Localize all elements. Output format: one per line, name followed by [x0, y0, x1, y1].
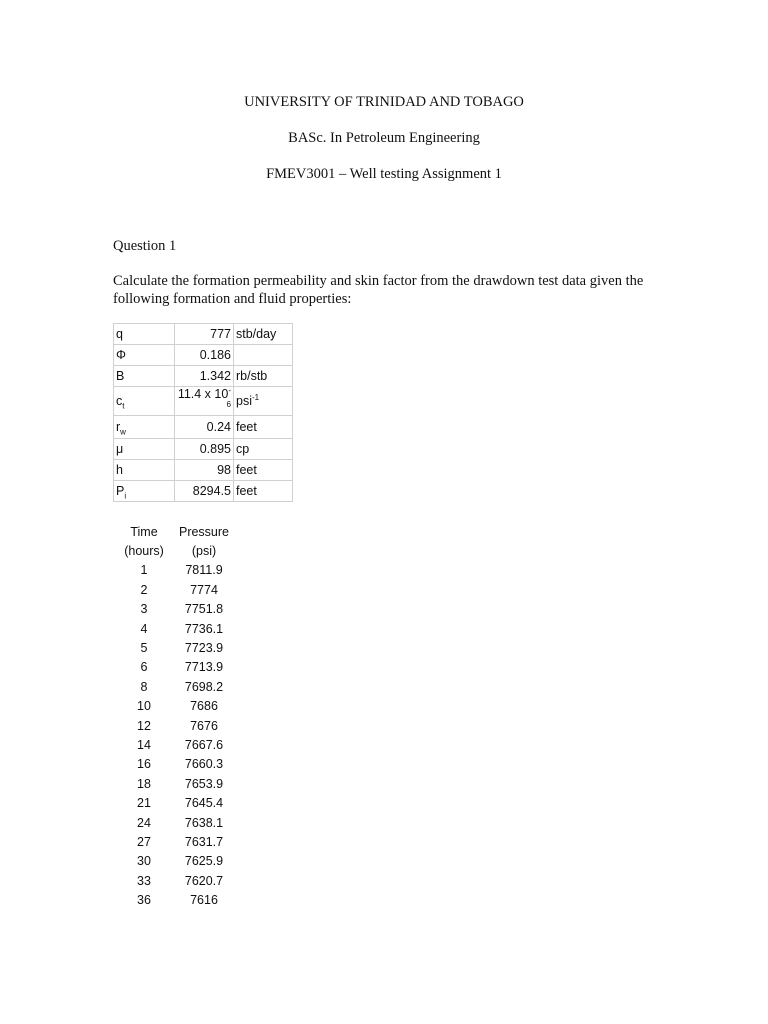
pressure-cell: 7686	[190, 699, 218, 714]
symbol-subscript: i	[124, 491, 127, 501]
pressure-unit-header: (psi)	[191, 544, 217, 559]
table-row	[118, 697, 238, 716]
property-value: 0.895	[175, 439, 234, 460]
table-row	[118, 716, 238, 735]
property-unit: feet	[234, 416, 293, 439]
pressure-cell: 7667.6	[184, 737, 224, 752]
time-cell: 16	[137, 757, 151, 772]
pressure-cell: 7638.1	[184, 815, 224, 830]
pressure-cell: 7811.9	[185, 563, 223, 578]
course-title: FMEV3001 – Well testing Assignment 1	[266, 166, 502, 182]
time-cell: 27	[137, 834, 151, 849]
time-cell: 4	[140, 621, 148, 636]
property-row-mu	[114, 439, 293, 460]
property-value	[175, 387, 234, 416]
table-row	[118, 793, 238, 812]
table-row	[118, 619, 238, 638]
pressure-cell: 7660.3	[184, 757, 224, 772]
pressure-cell: 7653.9	[184, 776, 224, 791]
property-row-b	[114, 366, 293, 387]
time-cell: 30	[137, 854, 151, 869]
drawdown-table	[118, 522, 238, 910]
value-exponent: -6	[226, 385, 231, 409]
time-cell: 2	[140, 582, 148, 597]
property-value: 777	[175, 324, 234, 345]
property-value: 0.24	[175, 416, 234, 439]
property-symbol	[114, 387, 175, 416]
property-symbol: μ	[114, 439, 175, 460]
pressure-cell: 7616	[190, 893, 218, 908]
table-row	[118, 580, 238, 599]
property-symbol: q	[114, 324, 175, 345]
property-row-phi	[114, 345, 293, 366]
table-row	[118, 600, 238, 619]
property-value: 0.186	[175, 345, 234, 366]
property-row-q	[114, 324, 293, 345]
symbol-subscript: t	[122, 401, 125, 411]
pressure-cell: 7736.1	[184, 621, 224, 636]
property-symbol: h	[114, 460, 175, 481]
pressure-cell: 7774	[190, 582, 218, 597]
time-cell: 1	[140, 563, 148, 578]
table-row	[118, 638, 238, 657]
property-symbol: Φ	[114, 345, 175, 366]
property-symbol: B	[114, 366, 175, 387]
time-unit-header: (hours)	[124, 544, 164, 559]
drawdown-header-row	[118, 522, 238, 541]
property-unit: cp	[234, 439, 293, 460]
table-row	[118, 561, 238, 580]
time-cell: 10	[137, 699, 151, 714]
time-cell: 5	[140, 641, 148, 656]
table-row	[118, 890, 238, 909]
question-title: Question 1	[113, 238, 177, 254]
time-cell: 33	[137, 873, 151, 888]
property-value: 8294.5	[175, 481, 234, 502]
question-text: Calculate the formation permeability and skin factor from the drawdown test data given the following formation and fluid properties:	[113, 273, 644, 307]
table-row	[118, 755, 238, 774]
unit-base: psi	[236, 394, 252, 408]
property-value: 1.342	[175, 366, 234, 387]
table-row	[118, 832, 238, 851]
time-cell: 6	[140, 660, 148, 675]
pressure-cell: 7713.9	[184, 660, 224, 675]
symbol-subscript: w	[120, 427, 126, 437]
time-cell: 12	[137, 718, 151, 733]
property-row-h	[114, 460, 293, 481]
property-row-pi	[114, 481, 293, 502]
property-unit: rb/stb	[234, 366, 293, 387]
property-unit	[234, 345, 293, 366]
pressure-cell: 7698.2	[184, 679, 224, 694]
pressure-cell: 7676	[190, 718, 218, 733]
value-base: 11.4 x 10	[177, 387, 229, 401]
drawdown-units-row	[118, 541, 238, 560]
table-row	[118, 658, 238, 677]
time-header: Time	[130, 524, 158, 539]
property-symbol	[114, 416, 175, 439]
property-unit: stb/day	[234, 324, 293, 345]
property-value: 98	[175, 460, 234, 481]
property-unit	[234, 387, 293, 416]
time-cell: 21	[137, 796, 151, 811]
time-cell: 36	[137, 893, 151, 908]
pressure-cell: 7751.8	[184, 602, 224, 617]
time-cell: 14	[137, 737, 151, 752]
symbol-base: P	[116, 484, 125, 498]
table-row	[118, 813, 238, 832]
pressure-cell: 7620.7	[184, 873, 224, 888]
program-title: BASc. In Petroleum Engineering	[288, 130, 480, 146]
property-unit: feet	[234, 481, 293, 502]
pressure-cell: 7631.7	[184, 834, 224, 849]
pressure-header: Pressure	[178, 524, 230, 539]
property-row-rw	[114, 416, 293, 439]
property-row-ct	[114, 387, 293, 416]
time-cell: 18	[137, 776, 151, 791]
properties-table	[113, 323, 293, 502]
time-cell: 24	[137, 815, 151, 830]
pressure-cell: 7625.9	[184, 854, 224, 869]
property-unit: feet	[234, 460, 293, 481]
table-row	[118, 735, 238, 754]
table-row	[118, 871, 238, 890]
time-cell: 8	[140, 679, 148, 694]
pressure-cell: 7645.4	[184, 796, 224, 811]
university-title: UNIVERSITY OF TRINIDAD AND TOBAGO	[244, 94, 524, 110]
symbol-base: c	[116, 394, 123, 408]
unit-exponent: -1	[251, 392, 260, 402]
table-row	[118, 852, 238, 871]
time-cell: 3	[140, 602, 148, 617]
symbol-base: r	[116, 420, 121, 434]
table-row	[118, 774, 238, 793]
pressure-cell: 7723.9	[184, 641, 224, 656]
table-row	[118, 677, 238, 696]
property-symbol	[114, 481, 175, 502]
